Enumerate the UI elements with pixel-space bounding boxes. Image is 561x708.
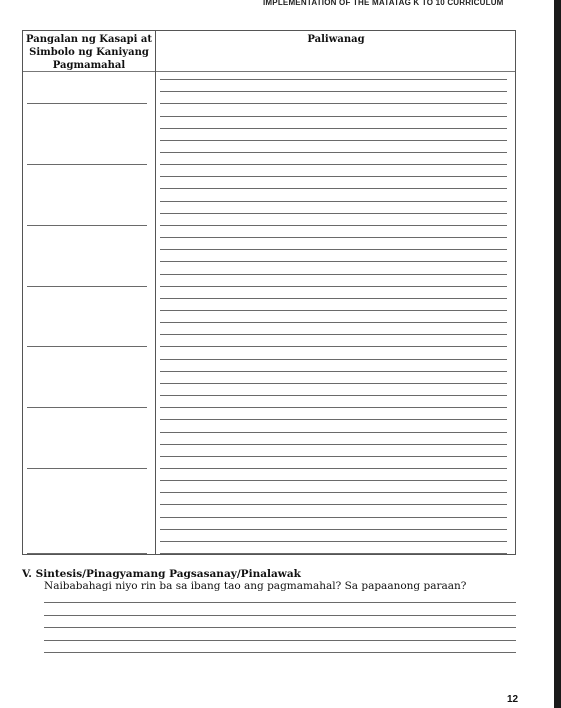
explanation-line[interactable]: [160, 103, 507, 104]
section-v-question: Naibabahagi niyo rin ba sa ibang tao ang pagmamahal? Sa papaanong paraan?: [44, 580, 467, 592]
explanation-line[interactable]: [160, 541, 507, 542]
explanation-line[interactable]: [160, 152, 507, 153]
explanation-line[interactable]: [160, 529, 507, 530]
explanation-line[interactable]: [160, 188, 507, 189]
explanation-line[interactable]: [160, 286, 507, 287]
answer-line[interactable]: [44, 602, 516, 603]
member-name-line[interactable]: [27, 286, 147, 287]
answer-line[interactable]: [44, 627, 516, 628]
explanation-line[interactable]: [160, 371, 507, 372]
answer-line[interactable]: [44, 640, 516, 641]
explanation-line[interactable]: [160, 468, 507, 469]
explanation-line[interactable]: [160, 249, 507, 250]
member-name-line[interactable]: [27, 103, 147, 104]
page-header-text: IMPLEMENTATION OF THE MATATAG K TO 10 CURRICULUM: [263, 0, 504, 6]
explanation-line[interactable]: [160, 383, 507, 384]
explanation-line[interactable]: [160, 480, 507, 481]
explanation-line[interactable]: [160, 407, 507, 408]
explanation-line[interactable]: [160, 504, 507, 505]
explanation-line[interactable]: [160, 419, 507, 420]
column-header-explanation: Paliwanag: [307, 34, 365, 45]
explanation-line[interactable]: [160, 298, 507, 299]
explanation-line[interactable]: [160, 91, 507, 92]
explanation-line[interactable]: [160, 79, 507, 80]
explanation-line[interactable]: [160, 346, 507, 347]
explanation-line[interactable]: [160, 432, 507, 433]
explanation-line[interactable]: [160, 395, 507, 396]
page-edge-bar: [554, 0, 561, 708]
explanation-line[interactable]: [160, 334, 507, 335]
explanation-line[interactable]: [160, 553, 507, 554]
page-number: 12: [507, 694, 519, 705]
explanation-line[interactable]: [160, 128, 507, 129]
explanation-line[interactable]: [160, 176, 507, 177]
explanation-line[interactable]: [160, 359, 507, 360]
explanation-line[interactable]: [160, 274, 507, 275]
explanation-line[interactable]: [160, 261, 507, 262]
explanation-line[interactable]: [160, 456, 507, 457]
explanation-line[interactable]: [160, 116, 507, 117]
writing-lines-area: [23, 31, 515, 554]
explanation-line[interactable]: [160, 517, 507, 518]
explanation-line[interactable]: [160, 237, 507, 238]
member-name-line[interactable]: [27, 468, 147, 469]
member-name-line[interactable]: [27, 407, 147, 408]
explanation-line[interactable]: [160, 164, 507, 165]
member-name-line[interactable]: [27, 553, 147, 554]
explanation-line[interactable]: [160, 492, 507, 493]
explanation-line[interactable]: [160, 225, 507, 226]
member-name-line[interactable]: [27, 164, 147, 165]
answer-line[interactable]: [44, 652, 516, 653]
explanation-line[interactable]: [160, 310, 507, 311]
member-name-line[interactable]: [27, 225, 147, 226]
explanation-line[interactable]: [160, 213, 507, 214]
explanation-line[interactable]: [160, 140, 507, 141]
answer-line[interactable]: [44, 615, 516, 616]
column-header-name-symbol: Pangalan ng Kasapi at Simbolo ng Kaniyang Pagmamahal: [26, 34, 152, 71]
section-v-title: V. Sintesis/Pinagyamang Pagsasanay/Pinalawak: [22, 568, 301, 580]
explanation-line[interactable]: [160, 201, 507, 202]
explanation-line[interactable]: [160, 322, 507, 323]
explanation-line[interactable]: [160, 444, 507, 445]
worksheet-table: [22, 30, 516, 555]
member-name-line[interactable]: [27, 346, 147, 347]
